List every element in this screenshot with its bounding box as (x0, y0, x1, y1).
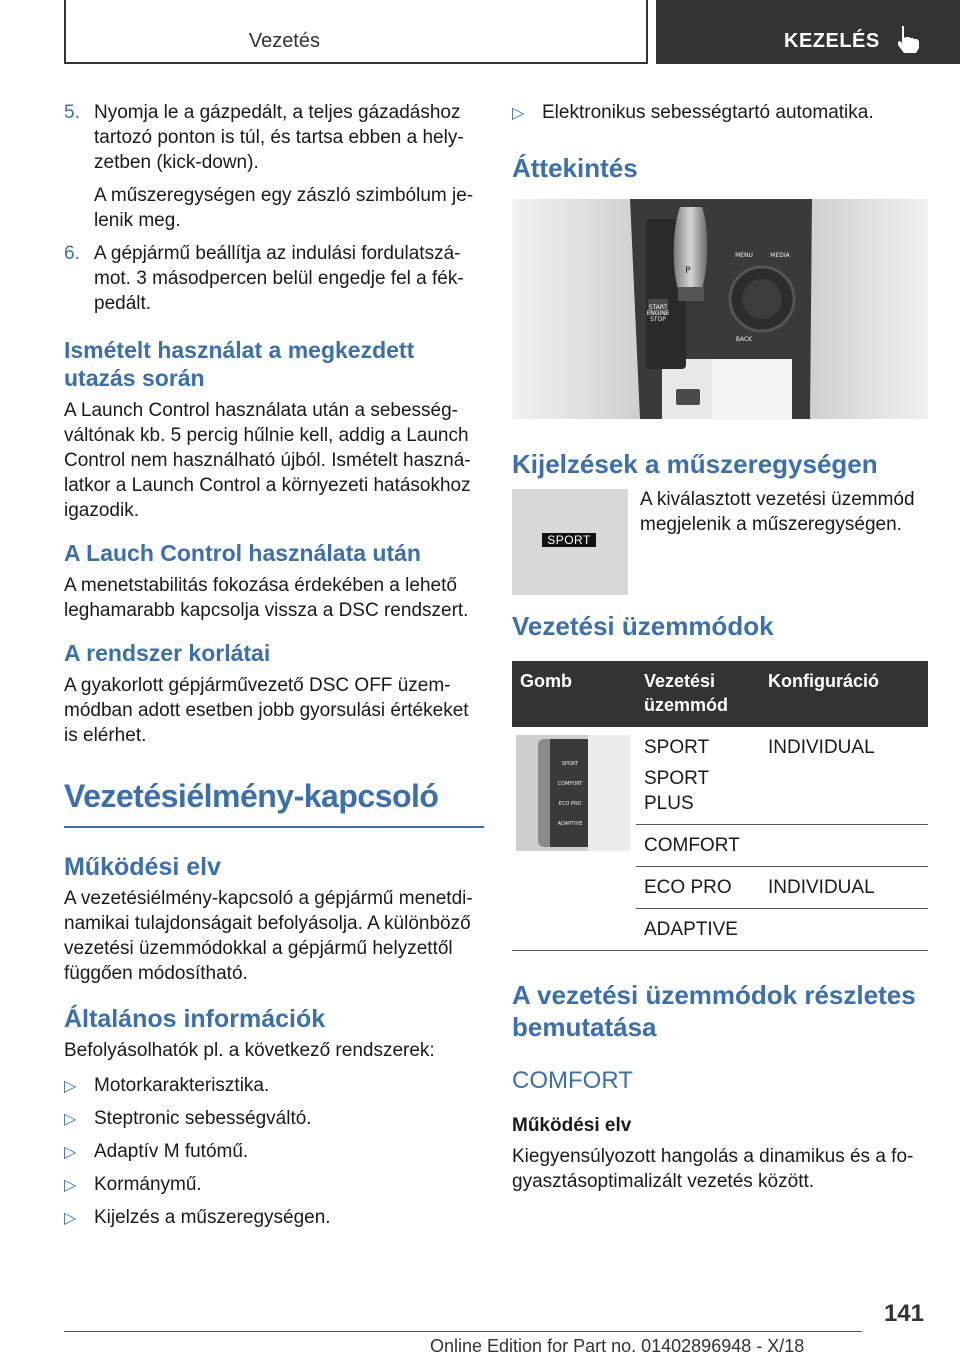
step-text: A gépjármű beállítja az indulási fordulatszámot. 3 másodpercen belül engedje fel a fékpedált. (94, 243, 464, 314)
list-item: ▷ Kormánymű. (64, 1172, 484, 1197)
list-item: ▷ Steptronic sebességváltó. (64, 1106, 484, 1131)
console-label: P (685, 266, 691, 276)
comfort-heading: COMFORT (512, 1067, 633, 1094)
header-section-title: Vezetés (248, 30, 320, 52)
step-text: Nyomja le a gázpedált, a teljes gázadáshoz tartozó ponton is túl, és tartsa ebben a helyzetben (kick-down). (94, 102, 464, 173)
mode-button-label: SPORT (561, 761, 579, 767)
general-info-list (64, 1073, 484, 1230)
triangle-bullet-icon: ▷ (64, 1210, 77, 1227)
comfort-text: Kiegyensúlyozott hangolás a dinamikus és a fogyasztásoptimalizált vezetés között. (512, 1146, 914, 1192)
triangle-bullet-icon: ▷ (64, 1078, 77, 1095)
triangle-bullet-icon: ▷ (64, 1177, 77, 1194)
mode-buttons-photo (516, 735, 630, 851)
right-column (512, 100, 928, 1194)
step-number: 6. (64, 243, 80, 264)
details-heading: A vezetési üzemmódok részletes bemutatása (512, 980, 916, 1042)
step-6 (64, 241, 484, 316)
principle-heading: Működési elv (64, 853, 221, 881)
heading-underline (64, 826, 484, 828)
footer-edition: Online Edition for Part no. 01402896948 - X/18 (430, 1336, 805, 1356)
left-column (64, 100, 484, 1238)
list-item: ▷ Adaptív M futómű. (64, 1139, 484, 1164)
header-chapter-title: KEZELÉS (784, 30, 880, 52)
mode-button-label: ADAPTIVE (557, 821, 583, 827)
triangle-bullet-icon: ▷ (64, 1144, 77, 1161)
main-section-heading: Vezetésiélmény-kapcsoló (64, 778, 439, 814)
step-5 (64, 100, 484, 233)
config-cell: INDIVIDUAL (760, 727, 928, 825)
general-info-heading: Általános információk (64, 1005, 326, 1033)
list-item: ▷ Elektronikus sebességtartó automatika. (512, 100, 928, 125)
mode-cell: SPORT SPORT PLUS (636, 727, 760, 825)
header-chapter-box (656, 0, 960, 64)
display-text: A kiválasztott vezetési üzemmód megjelenik a műszeregységen. (640, 489, 915, 535)
instrument-cluster-photo (512, 489, 628, 595)
mode-buttons-illustration (516, 735, 630, 851)
mode-cell: COMFORT (636, 825, 760, 867)
console-label: START (648, 304, 668, 311)
triangle-bullet-icon: ▷ (64, 1111, 77, 1128)
console-label: STOP (650, 316, 666, 323)
step-note: A műszeregységen egy zászló szimbólum jelenik meg. (94, 185, 474, 231)
console-label: MENU (735, 252, 753, 259)
after-launch-heading: A Lauch Control használata után (64, 540, 421, 566)
general-info-intro: Befolyásolhatók pl. a következő rendszerek: (64, 1040, 435, 1061)
mode-button-label: ECO PRO (558, 801, 582, 807)
repeat-use-text: A Launch Control használata után a sebességváltónak kb. 5 percig hűlnie kell, addig a Launch Control nem használható újból. Ismételt használatkor a Launch Control a környezeti hatásokhoz igazodik. (64, 400, 471, 521)
overview-heading: Áttekintés (512, 153, 638, 183)
after-launch-text: A menetstabilitás fokozása érdekében a lehető leghamarabb kapcsolja vissza a DSC rendszert. (64, 575, 469, 621)
sport-indicator: SPORT (542, 533, 596, 547)
center-console-illustration (512, 199, 928, 419)
pointing-hand-icon (894, 24, 922, 54)
display-heading: Kijelzések a műszeregységen (512, 449, 878, 479)
principle-text: A vezetésiélmény-kapcsoló a gépjármű menetdinamikai tulajdonságait befolyásolja. A különböző vezetési üzemmódokkal a gépjármű helyzettől függően módosítható. (64, 888, 473, 984)
page-number: 141 (883, 1300, 924, 1327)
config-cell (760, 909, 928, 951)
triangle-bullet-icon: ▷ (512, 105, 525, 122)
config-cell: INDIVIDUAL (760, 867, 928, 909)
limits-heading: A rendszer korlátai (64, 640, 271, 666)
column-header: Vezetési üzemmód (636, 661, 760, 727)
console-label: ENGINE (646, 310, 670, 317)
display-block (512, 489, 928, 597)
mode-cell: ECO PRO (636, 867, 760, 909)
step-number: 5. (64, 102, 80, 123)
list-item: ▷ Motorkarakterisztika. (64, 1073, 484, 1098)
modes-heading: Vezetési üzemmódok (512, 611, 774, 641)
console-label: BACK (735, 336, 753, 343)
comfort-subheading: Működési elv (512, 1115, 632, 1136)
header-section-box (64, 0, 648, 64)
config-cell (760, 825, 928, 867)
limits-text: A gyakorlott gépjárművezető DSC OFF üzemmódban adott esetben jobb gyorsulási értékeket is elérhet. (64, 675, 469, 746)
modes-table (512, 661, 928, 951)
mode-button-label: COMFORT (557, 781, 583, 787)
button-photo-cell (512, 727, 636, 951)
repeat-use-heading: Ismételt használat a megkezdett utazás során (64, 337, 415, 391)
list-item: ▷ Kijelzés a műszeregységen. (64, 1205, 484, 1230)
footer-divider (64, 1331, 862, 1332)
table-row (512, 727, 928, 825)
table-header-row (512, 661, 928, 727)
center-console-photo (512, 199, 928, 419)
column-header: Gomb (512, 661, 636, 727)
column-header: Konfiguráció (760, 661, 928, 727)
console-label: MEDIA (770, 252, 790, 259)
mode-cell: ADAPTIVE (636, 909, 760, 951)
